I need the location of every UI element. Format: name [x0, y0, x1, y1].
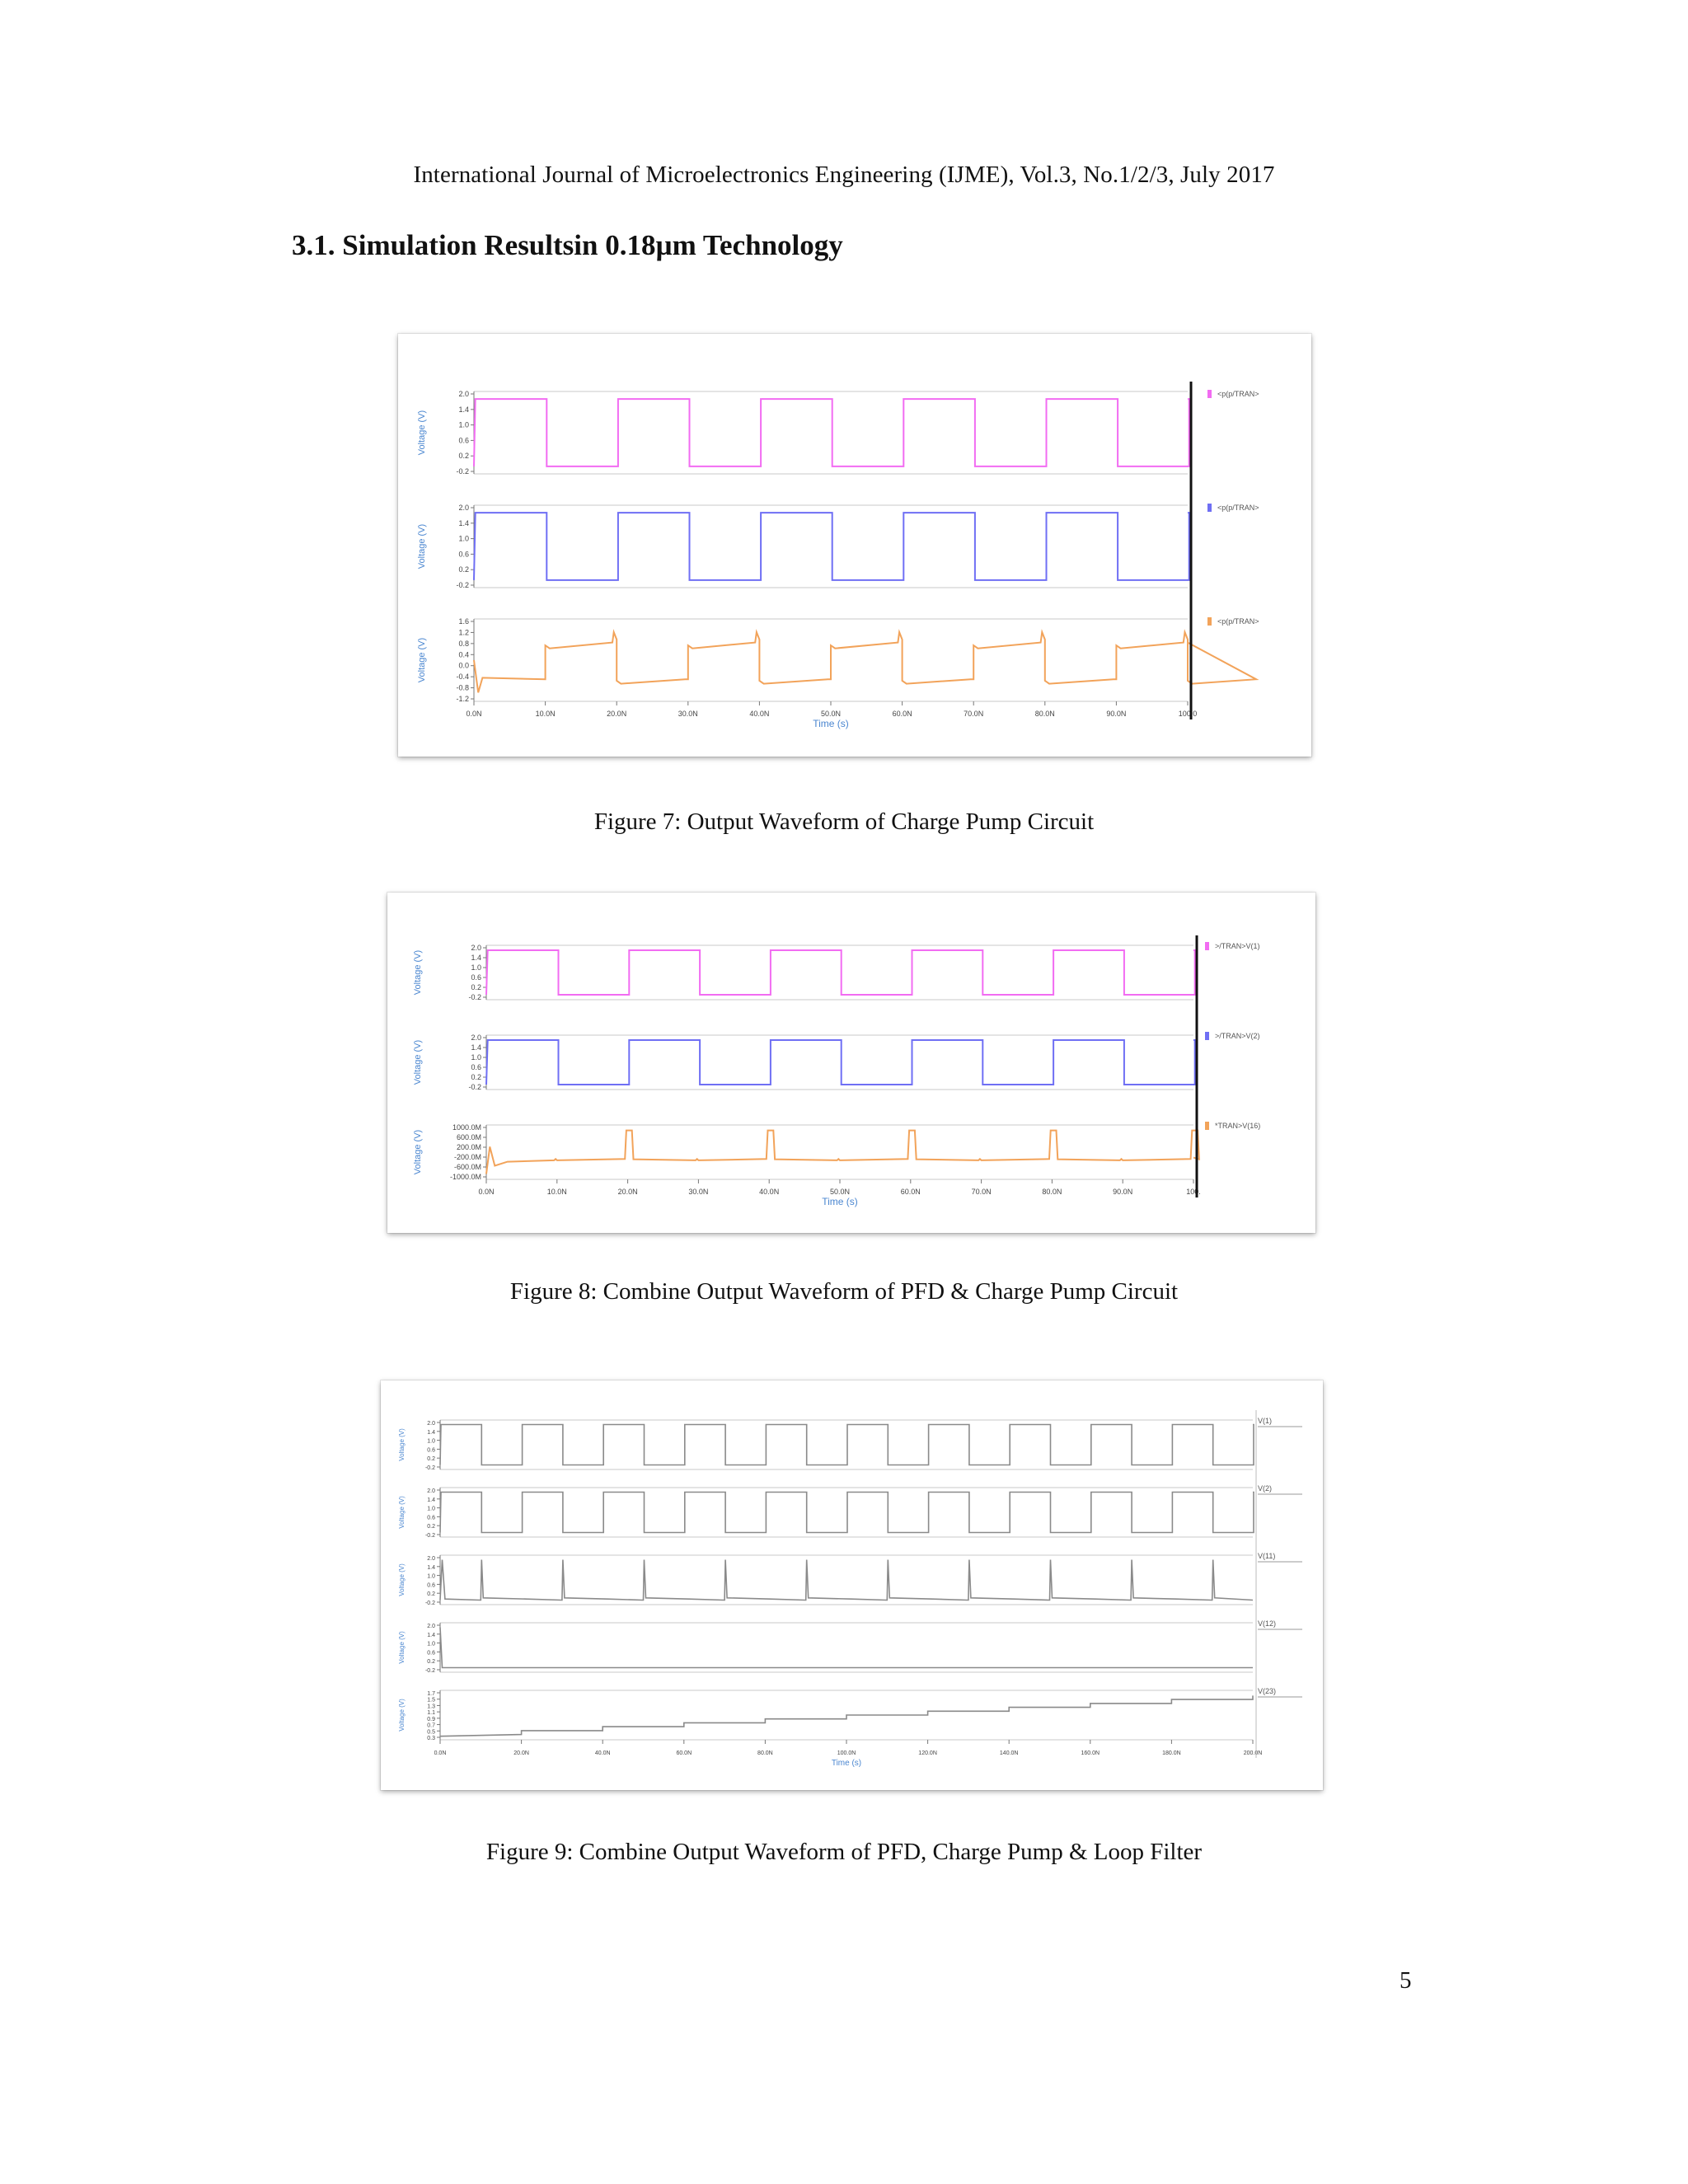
y-tick-label: 1.4 [458, 405, 469, 414]
y-tick-label: 0.2 [427, 1659, 435, 1666]
x-tick-label: 60.0N [892, 710, 912, 718]
legend-entry: <p(p/TRAN> [1217, 617, 1259, 626]
y-tick-label: -0.2 [424, 1533, 435, 1539]
legend-entry: >/TRAN>V(1) [1215, 942, 1260, 950]
y-tick-label: 1.4 [427, 1497, 435, 1503]
panel-4 [398, 1619, 1302, 1674]
y-tick-label: 1.2 [458, 628, 469, 637]
y-tick-label: 0.6 [471, 1063, 481, 1071]
y-tick-label: 1.4 [427, 1632, 435, 1638]
y-tick-label: 1.4 [458, 518, 469, 527]
legend-swatch [1205, 942, 1209, 950]
y-tick-label: 1.3 [427, 1704, 435, 1710]
y-tick-label: 1.4 [427, 1429, 435, 1436]
y-axis-title: Voltage (V) [417, 523, 427, 569]
x-axis-title: Time (s) [813, 718, 849, 729]
x-tick-label: 20.0N [607, 710, 627, 718]
x-tick-label: 0.0N [434, 1750, 447, 1756]
legend-entry: V(2) [1258, 1484, 1273, 1493]
panel-1 [413, 942, 1260, 1001]
x-tick-label: 50.0N [820, 710, 842, 718]
y-tick-label: 1.5 [427, 1697, 435, 1704]
y-tick-label: -0.4 [456, 673, 469, 682]
panel-3 [398, 1552, 1302, 1606]
x-tick-label: 120.0N [918, 1750, 937, 1756]
panel-1 [417, 390, 1259, 476]
legend-entry: V(11) [1258, 1552, 1276, 1560]
y-tick-label: 0.6 [458, 550, 469, 559]
y-tick-label: -0.2 [468, 1083, 481, 1091]
legend-swatch [1207, 504, 1212, 512]
y-tick-label: 200.0M [456, 1143, 481, 1151]
x-tick-label: 140.0N [999, 1750, 1019, 1756]
x-tick-label: 10.0N [535, 710, 556, 718]
y-tick-label: -200.0M [453, 1153, 481, 1161]
running-head: International Journal of Microelectronics Engineering (IJME), Vol.3, No.1/2/3, July 2017 [413, 162, 1275, 188]
x-tick-label: 30.0N [678, 710, 698, 718]
legend-swatch [1205, 1122, 1209, 1130]
series-line-2 [440, 1493, 1254, 1533]
series-line-1 [440, 1425, 1254, 1465]
y-tick-label: 0.2 [471, 983, 481, 991]
y-tick-label: -600.0M [453, 1163, 481, 1171]
x-tick-label: 180.0N [1162, 1750, 1181, 1756]
y-tick-label: 1.0 [427, 1506, 435, 1512]
y-tick-label: 0.6 [427, 1582, 435, 1589]
y-tick-label: 0.6 [458, 436, 469, 445]
series-line-3 [440, 1560, 1253, 1601]
y-tick-label: 0.2 [458, 565, 469, 574]
y-axis-title: Voltage (V) [398, 1428, 406, 1461]
panel-3 [413, 1122, 1260, 1181]
y-tick-label: 0.6 [427, 1447, 435, 1454]
y-tick-label: 1.0 [427, 1641, 435, 1647]
x-tick-label: 160.0N [1081, 1750, 1100, 1756]
legend-swatch [1205, 1032, 1209, 1040]
series-line-2 [474, 513, 1189, 580]
y-tick-label: -0.2 [456, 581, 469, 589]
y-tick-label: 0.9 [427, 1716, 435, 1722]
legend-swatch [1207, 617, 1212, 626]
y-tick-label: 2.0 [427, 1488, 435, 1494]
y-tick-label: 1.4 [471, 1043, 481, 1052]
series-line-1 [486, 950, 1195, 995]
y-axis-title: Voltage (V) [413, 949, 423, 996]
figure-8-caption: Figure 8: Combine Output Waveform of PFD & Charge Pump Circuit [509, 1278, 1179, 1305]
y-tick-label: 0.6 [427, 1650, 435, 1657]
x-tick-label: 80.0N [1034, 710, 1055, 718]
y-tick-label: 0.7 [427, 1722, 435, 1729]
x-tick-label: 100. [1186, 1188, 1201, 1196]
x-tick-label: 70.0N [971, 1188, 992, 1196]
y-tick-label: 0.2 [427, 1591, 435, 1598]
y-axis-title: Voltage (V) [417, 637, 427, 683]
legend-entry: V(12) [1258, 1619, 1277, 1628]
y-axis-title: Voltage (V) [398, 1496, 406, 1529]
y-tick-label: 1.1 [427, 1710, 435, 1717]
y-tick-label: 2.0 [427, 1624, 435, 1629]
y-axis-title: Voltage (V) [417, 410, 427, 456]
x-tick-label: 90.0N [1106, 710, 1127, 718]
y-tick-label: 1.6 [458, 617, 469, 626]
x-tick-label: 60.0N [900, 1188, 921, 1196]
x-axis-title: Time (s) [822, 1196, 858, 1207]
x-tick-label: 30.0N [688, 1188, 709, 1196]
x-tick-label: 20.0N [513, 1750, 529, 1756]
x-tick-label: 60.0N [676, 1750, 692, 1756]
x-tick-label: 90.0N [1113, 1188, 1133, 1196]
y-tick-label: 0.4 [458, 650, 469, 659]
y-tick-label: 1.4 [427, 1564, 435, 1571]
y-tick-label: 0.8 [458, 639, 469, 648]
x-tick-label: 80.0N [757, 1750, 773, 1756]
y-tick-label: 1.0 [458, 420, 469, 429]
series-line-4 [440, 1628, 1253, 1668]
legend-entry: <p(p/TRAN> [1217, 390, 1259, 398]
y-tick-label: 1000.0M [452, 1123, 481, 1132]
x-tick-label: 40.0N [759, 1188, 780, 1196]
y-axis-title: Voltage (V) [398, 1563, 406, 1596]
legend-entry: <p(p/TRAN> [1217, 504, 1259, 512]
y-tick-label: 2.0 [471, 1033, 481, 1042]
y-axis-title: Voltage (V) [398, 1699, 406, 1732]
y-tick-label: -1.2 [456, 695, 469, 703]
panel-5 [398, 1687, 1302, 1741]
y-tick-label: 0.0 [458, 661, 469, 670]
series-line-1 [474, 399, 1189, 466]
legend-entry: V(1) [1258, 1417, 1273, 1425]
y-axis-title: Voltage (V) [413, 1129, 423, 1175]
x-tick-label: 40.0N [594, 1750, 611, 1756]
legend-entry: *TRAN>V(16) [1215, 1122, 1261, 1130]
y-tick-label: 0.6 [471, 973, 481, 982]
panel-2 [417, 504, 1259, 589]
y-tick-label: 1.0 [427, 1438, 435, 1445]
series-line-5 [440, 1695, 1253, 1736]
y-axis-title: Voltage (V) [398, 1631, 406, 1664]
series-line-3 [474, 632, 1256, 692]
x-tick-label: 100.0 [1178, 710, 1198, 718]
panel-2 [413, 1032, 1260, 1091]
y-tick-label: 1.0 [471, 963, 481, 972]
x-tick-label: 200.0N [1243, 1750, 1263, 1756]
panel-1 [398, 1417, 1302, 1471]
legend-swatch [1207, 390, 1212, 398]
x-tick-label: 10.0N [546, 1188, 567, 1196]
y-axis-title: Voltage (V) [413, 1039, 423, 1085]
y-tick-label: -0.8 [456, 683, 469, 692]
figure-9-chart [381, 1380, 1323, 1790]
y-tick-label: -0.2 [424, 1601, 435, 1606]
y-tick-label: -1000.0M [449, 1173, 481, 1181]
y-tick-label: 0.6 [427, 1515, 435, 1521]
series-line-2 [486, 1040, 1195, 1085]
y-tick-label: 1.7 [427, 1691, 435, 1697]
legend-entry: >/TRAN>V(2) [1215, 1032, 1260, 1040]
x-tick-label: 80.0N [1042, 1188, 1062, 1196]
y-tick-label: -0.2 [424, 1465, 435, 1471]
y-tick-label: 1.0 [458, 534, 469, 543]
x-tick-label: 70.0N [964, 710, 984, 718]
x-tick-label: 0.0N [478, 1188, 495, 1196]
y-tick-label: 2.0 [427, 1556, 435, 1562]
series-line-3 [486, 1131, 1199, 1174]
figure-9-caption: Figure 9: Combine Output Waveform of PFD, Charge Pump & Loop Filter [485, 1839, 1203, 1865]
figure-7-chart [398, 334, 1311, 757]
figure-7-caption: Figure 7: Output Waveform of Charge Pump Circuit [593, 808, 1095, 835]
panel-2 [398, 1484, 1302, 1539]
x-tick-label: 40.0N [749, 710, 770, 718]
y-tick-label: 0.2 [458, 452, 469, 461]
y-tick-label: 2.0 [458, 504, 469, 512]
page-number: 5 [1400, 1967, 1412, 1994]
section-heading: 3.1. Simulation Resultsin 0.18µm Technology [292, 229, 843, 261]
x-tick-label: 50.0N [829, 1188, 851, 1196]
y-tick-label: 0.2 [427, 1456, 435, 1463]
y-tick-label: 0.3 [427, 1736, 435, 1741]
x-tick-label: 20.0N [617, 1188, 638, 1196]
y-tick-label: 1.4 [471, 954, 481, 962]
y-tick-label: 2.0 [471, 944, 481, 952]
y-tick-label: 0.2 [471, 1073, 481, 1081]
y-tick-label: 0.5 [427, 1729, 435, 1736]
y-tick-label: -0.2 [468, 993, 481, 1001]
y-tick-label: 0.2 [427, 1524, 435, 1530]
figure-8-chart [387, 893, 1315, 1233]
panel-3 [417, 617, 1259, 703]
x-tick-label: 100.0N [837, 1750, 856, 1756]
x-tick-label: 0.0N [466, 710, 482, 718]
y-tick-label: 2.0 [427, 1421, 435, 1427]
y-tick-label: 1.0 [427, 1573, 435, 1580]
legend-entry: V(23) [1258, 1687, 1277, 1695]
y-tick-label: 1.0 [471, 1053, 481, 1062]
y-tick-label: 2.0 [458, 390, 469, 398]
y-tick-label: -0.2 [424, 1668, 435, 1674]
x-axis-title: Time (s) [831, 1759, 862, 1768]
y-tick-label: 600.0M [456, 1133, 481, 1141]
y-tick-label: -0.2 [456, 467, 469, 476]
